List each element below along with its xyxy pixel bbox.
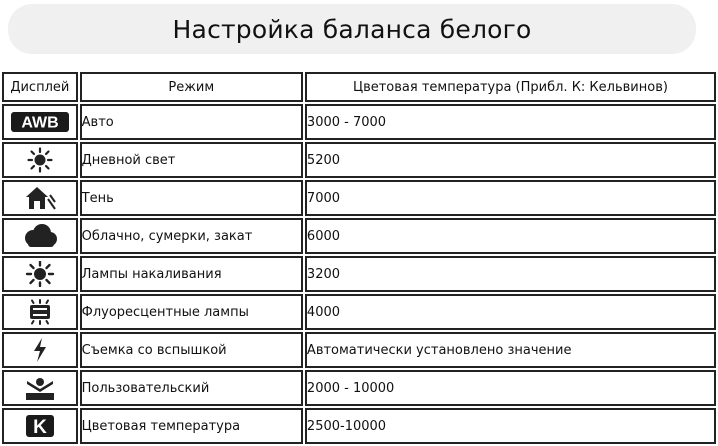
flash-icon (32, 337, 48, 363)
table-row (2, 180, 716, 216)
table-row (2, 370, 716, 406)
kelvin-icon (25, 414, 55, 438)
temperature-cell: 5200 (305, 142, 716, 178)
header-display: Дисплей (2, 72, 78, 102)
table-row (2, 104, 716, 140)
awb-icon-label: AWB (21, 114, 59, 132)
mode-cell: Авто (80, 104, 303, 140)
table-row (2, 256, 716, 292)
temperature-cell: 3200 (305, 256, 716, 292)
sun-icon (27, 147, 53, 173)
mode-cell: Съемка со вспышкой (80, 332, 303, 368)
temperature-cell: 6000 (305, 218, 716, 254)
temperature-cell: 2000 - 10000 (305, 370, 716, 406)
title-banner (8, 4, 696, 54)
mode-cell: Тень (80, 180, 303, 216)
incandescent-icon (24, 261, 56, 287)
mode-cell: Дневной свет (80, 142, 303, 178)
mode-cell: Флуоресцентные лампы (80, 294, 303, 330)
table-row (2, 142, 716, 178)
mode-cell: Облачно, сумерки, закат (80, 218, 303, 254)
custom-wb-icon (23, 375, 57, 401)
header-temperature: Цветовая температура (Прибл. К: Кельвинов) (305, 72, 716, 102)
mode-cell: Лампы накаливания (80, 256, 303, 292)
cloud-icon (20, 223, 60, 249)
mode-cell: Пользовательский (80, 370, 303, 406)
awb-icon (10, 111, 70, 133)
temperature-cell: 2500-10000 (305, 408, 716, 444)
table-row (2, 332, 716, 368)
table-row (2, 294, 716, 330)
kelvin-icon-label: K (32, 417, 47, 438)
fluorescent-icon (26, 299, 54, 325)
temperature-cell: 7000 (305, 180, 716, 216)
mode-cell: Цветовая температура (80, 408, 303, 444)
shade-house-icon (24, 185, 56, 211)
table-row (2, 218, 716, 254)
temperature-cell: Автоматически установлено значение (305, 332, 716, 368)
temperature-cell: 4000 (305, 294, 716, 330)
temperature-cell: 3000 - 7000 (305, 104, 716, 140)
white-balance-table (0, 70, 718, 446)
table-header-row (2, 72, 716, 102)
header-mode: Режим (80, 72, 303, 102)
table-row (2, 408, 716, 444)
page-title: Настройка баланса белого (172, 14, 532, 44)
